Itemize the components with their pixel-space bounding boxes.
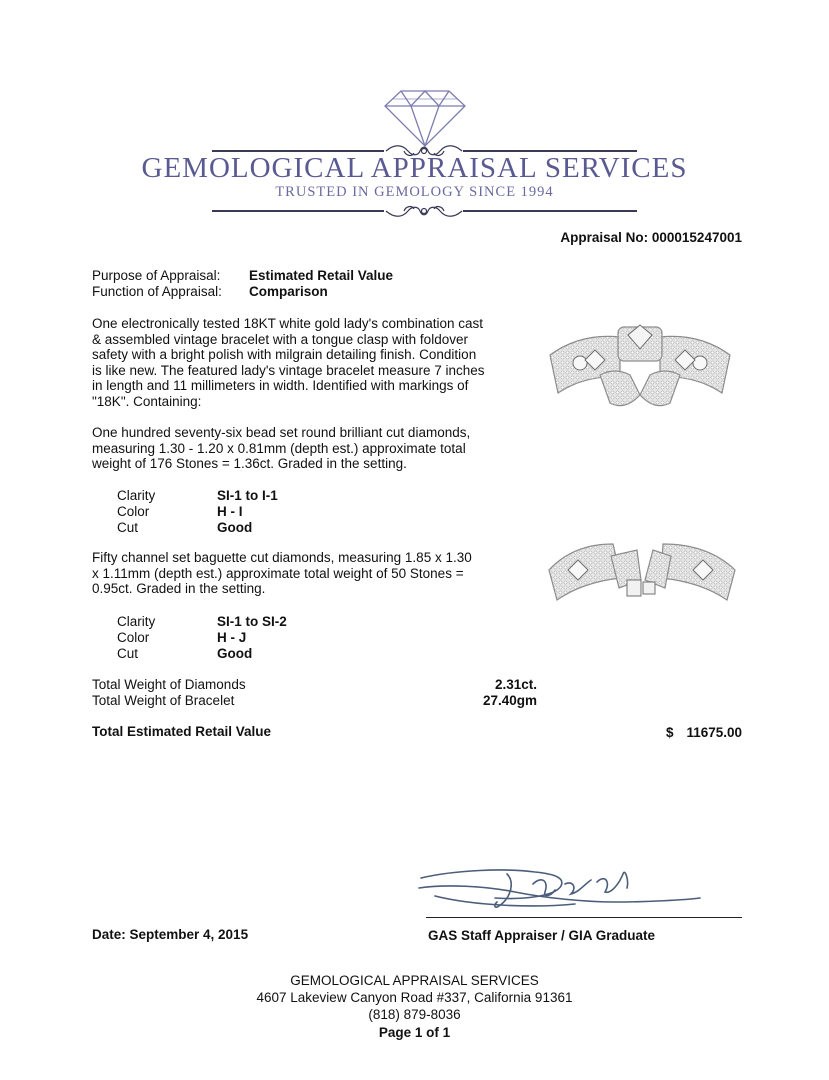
function-label: Function of Appraisal: [92, 284, 222, 299]
total-diamonds-label: Total Weight of Diamonds [92, 677, 246, 692]
total-bracelet-label: Total Weight of Bracelet [92, 693, 235, 708]
appraiser-signature [415, 862, 705, 918]
diamond-logo-icon [383, 88, 467, 148]
stones1-cut-value: Good [217, 520, 253, 535]
stones2-line: 0.95ct. Graded in the setting. [92, 581, 266, 596]
stones2-color-label: Color [117, 630, 150, 645]
footer-company: GEMOLOGICAL APPRAISAL SERVICES [290, 973, 539, 988]
header-divider-bottom-left [212, 210, 384, 212]
footer-address: 4607 Lakeview Canyon Road #337, California 91361 [256, 990, 573, 1005]
item-description [92, 316, 502, 409]
logo-company-name: GEMOLOGICAL APPRAISAL SERVICES [141, 152, 688, 184]
total-bracelet-value: 27.40gm [482, 693, 537, 708]
stones1-clarity-value: SI-1 to I-1 [217, 488, 278, 503]
stones1-color-label: Color [117, 504, 150, 519]
page-number: Page 1 of 1 [378, 1025, 451, 1040]
stones1-cut-label: Cut [117, 520, 139, 535]
description-line: "18K". Containing: [92, 393, 202, 409]
stones2-clarity-value: SI-1 to SI-2 [217, 614, 287, 629]
appraisal-number: Appraisal No: 000015247001 [560, 230, 742, 245]
stones1-description [92, 425, 502, 472]
header-divider-bottom-right [463, 210, 637, 212]
bracelet-photo-closed [540, 315, 740, 415]
stones2-line: x 1.11mm (depth est.) approximate total weight of 50 Stones = [92, 565, 464, 581]
description-line: & assembled vintage bracelet with a tongue clasp with foldover [92, 331, 468, 347]
total-retail-value: 11675.00 [686, 725, 742, 740]
appraisal-date: Date: September 4, 2015 [92, 927, 249, 942]
stones2-line: Fifty channel set baguette cut diamonds, measuring 1.85 x 1.30 [92, 550, 472, 565]
appraiser-title: GAS Staff Appraiser / GIA Graduate [428, 928, 656, 943]
stones1-line: weight of 176 Stones = 1.36ct. Graded in the setting. [92, 456, 407, 471]
total-retail-label: Total Estimated Retail Value [92, 724, 272, 739]
description-line: safety with a bright polish with milgrain detailing finish. Condition [92, 347, 477, 362]
description-line: is like new. The featured lady's vintage bracelet measure 7 inches [92, 362, 485, 378]
flourish-bottom-icon [384, 202, 464, 220]
stones2-cut-label: Cut [117, 646, 139, 661]
bracelet-photo-open [543, 530, 741, 610]
footer-phone: (818) 879-8036 [368, 1007, 461, 1022]
stones1-line: measuring 1.30 - 1.20 x 0.81mm (depth est.) approximate total [92, 440, 466, 456]
stones2-description [92, 550, 502, 597]
total-diamonds-value: 2.31ct. [494, 677, 537, 692]
purpose-value: Estimated Retail Value [249, 268, 394, 283]
stones2-color-value: H - J [217, 630, 247, 645]
logo-tagline: TRUSTED IN GEMOLOGY SINCE 1994 [275, 184, 554, 200]
total-retail-currency: $ [666, 725, 674, 740]
stones1-color-value: H - I [217, 504, 243, 519]
signature-line [426, 917, 742, 918]
stones2-clarity-label: Clarity [117, 614, 156, 629]
description-line: One electronically tested 18KT white gold lady's combination cast [92, 316, 484, 331]
stones2-cut-value: Good [217, 646, 253, 661]
stones1-clarity-label: Clarity [117, 488, 156, 503]
stones1-line: One hundred seventy-six bead set round brilliant cut diamonds, [92, 425, 471, 440]
function-value: Comparison [249, 284, 328, 299]
description-line: in length and 11 millimeters in width. Identified with markings of [92, 378, 469, 393]
purpose-label: Purpose of Appraisal: [92, 268, 221, 283]
